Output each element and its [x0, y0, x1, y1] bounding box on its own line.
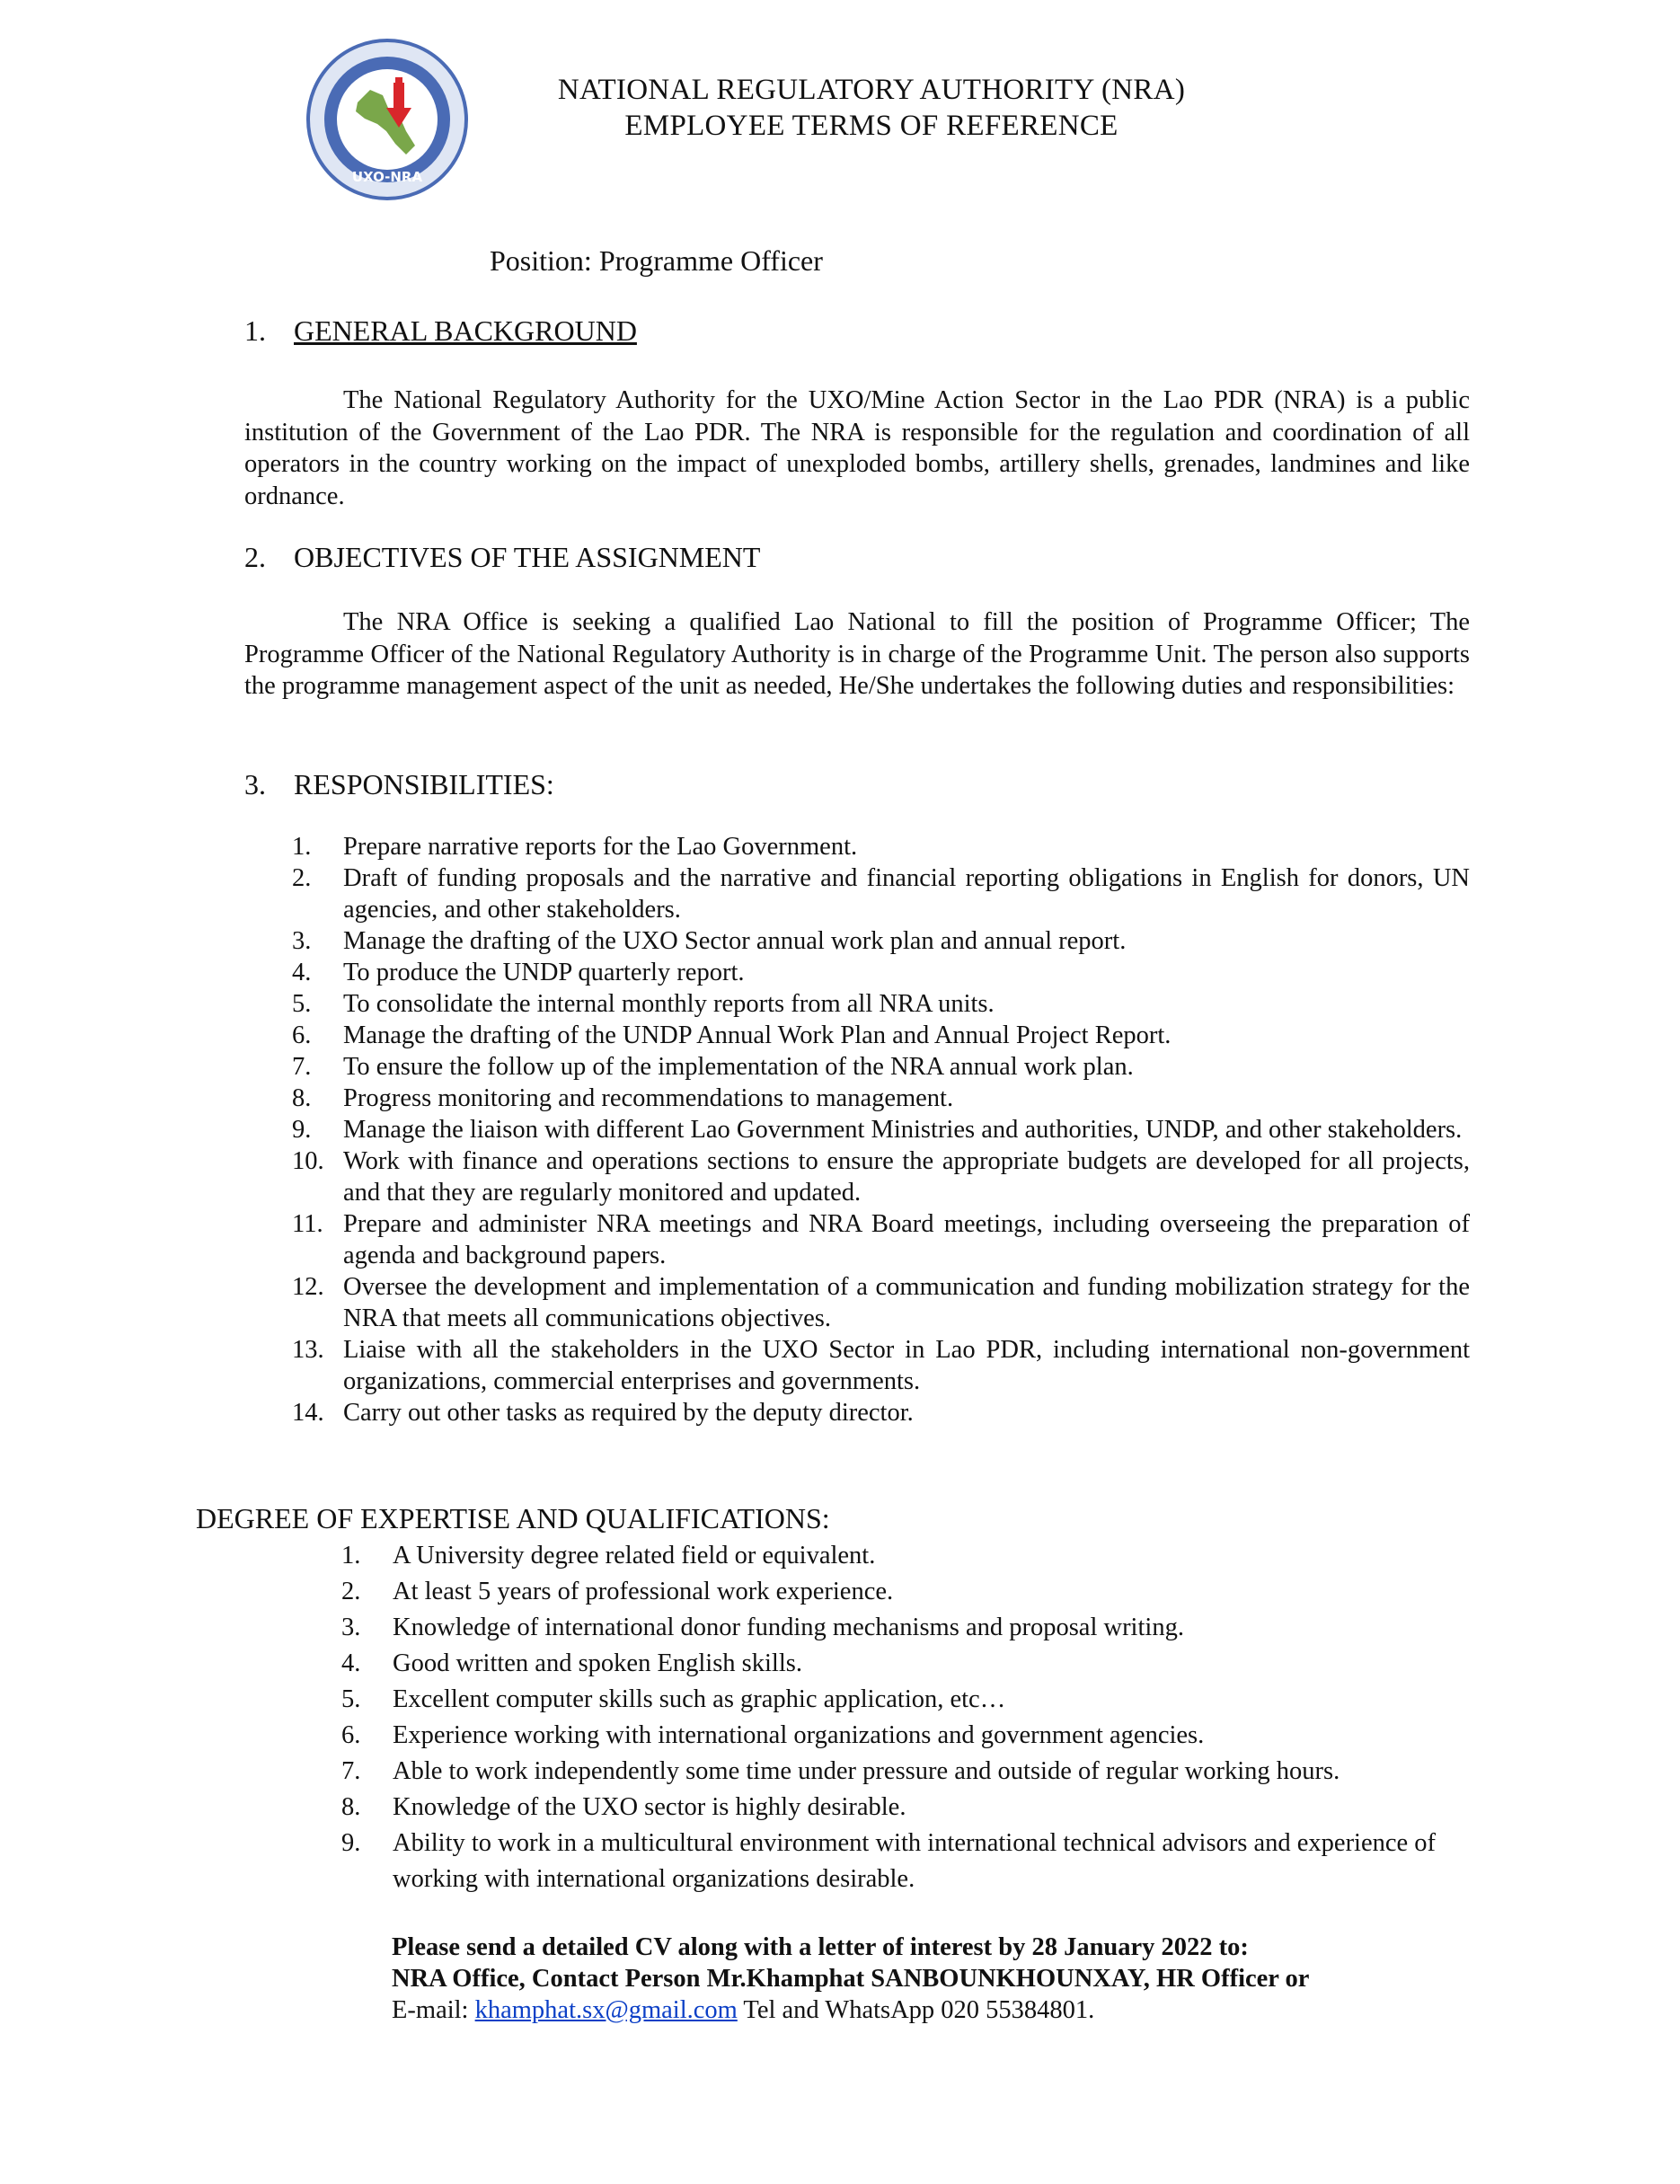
list-item: 4. Good written and spoken English skills.	[341, 1649, 802, 1677]
list-item: 13. Liaise with all the stakeholders in the UXO Sector in Lao PDR, including international non-government organizations, commercial enterprises and governments.	[292, 1336, 1470, 1395]
list-item: 5. Excellent computer skills such as graphic application, etc…	[341, 1685, 1006, 1713]
list-item: 4. To produce the UNDP quarterly report.	[292, 959, 745, 986]
list-item: 3. Manage the drafting of the UXO Sector annual work plan and annual report.	[292, 927, 1127, 955]
document-page: UXO-NRA NATIONAL REGULATORY AUTHORITY (NRA) EMPLOYEE TERMS OF REFERENCE Position: Programme Officer 1. GENERAL BACKGROUND The National Regulatory Authority for the UXO/Mine Action Sector in the Lao PDR (NRA) is a public institution of the Government of the Lao PDR. The NRA is responsible for the regulation and coordination of all operators in the country working on the impact of unexploded bombs, artillery shells, grenades, landmines and like ordnance. 2. OBJECTIVES OF THE ASSIGNMENT The NRA Office is seeking a qualified Lao National to fill the position of Programme Officer; The Programme Officer of the National Regulatory Authority is in charge of the Programme Unit. The person also supports the programme management aspect of the unit as needed, He/She undertakes the following duties and responsibilities: 3. RESPONSIBILITIES: 1. Prepare narrative reports for the Lao Government. 2. Draft of funding proposals and the narrative and financial reporting obligations in English for donors, UN agencies, and other stakeholders. 3. Manage the drafting of the UXO Sector annual work plan and annual report. 4. To produce the UNDP quarterly report. 5. To consolidate the internal monthly reports from all NRA units. 6. Manage the drafting of the UNDP Annual Work Plan and Annual Project Report. 7. To ensure the follow up of the implementation of the NRA annual work plan. 8. Progress monitoring and recommendations to management. 9. Manage the liaison with different Lao Government Ministries and authorities, UNDP, and other stakeholders. 10. Work with finance and operations sections to ensure the appropriate budgets are developed for all projects, and that they are regularly monitored and updated. 11. Prepare and administer NRA meetings and NRA Board meetings, including overseeing the preparation of agenda and background papers. 12. Oversee the development and implementation of a communication and funding mobilization strategy for the NRA that meets all communications objectives. 13. Liaise with all the stakeholders in the UXO Sector in Lao PDR, including international non-government organizations, commercial enterprises and governments. 14. Carry out other tasks as required by the deputy director. DEGREE OF EXPERTISE AND QUALIFICATIONS: 1. A University degree related field or equivalent. 2. At least 5 years of professional work experience. 3. Knowledge of international donor funding mechanisms and proposal writing. 4. Good written and spoken English skills. 5. Excellent computer skills such as graphic application, etc… 6. Experience working with international organizations and government agencies. 7. Able to work independently some time under pressure and outside of regular working hours. 8. Knowledge of the UXO sector is highly desirable. 9. Ability to work in a multicultural environment with international technical advisors and experience of working with international organizations desirable. Please send a detailed CV along with a letter of interest by 28 January 2022 to: NRA Office, Contact Person Mr.Khamphat SANBOUNKHOUNXAY, HR Officer or E-mail: khamphat.sx@gmail.com Tel and WhatsApp 020 55384801.	[0, 0, 1680, 2184]
contact-block	[392, 1932, 1560, 2026]
list-item: 7. To ensure the follow up of the implementation of the NRA annual work plan.	[292, 1053, 1134, 1081]
section-3-title: RESPONSIBILITIES:	[294, 768, 554, 800]
position-title: Position: Programme Officer	[490, 244, 823, 277]
contact-line-2: NRA Office, Contact Person Mr.Khamphat SANBOUNKHOUNXAY, HR Officer or	[392, 1965, 1310, 1993]
section-2-paragraph: The NRA Office is seeking a qualified Lao National to fill the position of Programme Officer; The Programme Officer of the National Regulatory Authority is in charge of the Programme Unit. The person also supports the programme management aspect of the unit as needed, He/She undertakes the following duties and responsibilities:	[244, 608, 1470, 700]
contact-line-3: E-mail: khamphat.sx@gmail.com Tel and WhatsApp 020 55384801.	[392, 1996, 1095, 2024]
list-item: 1. A University degree related field or equivalent.	[341, 1542, 876, 1569]
list-item: 8. Knowledge of the UXO sector is highly desirable.	[341, 1793, 906, 1821]
list-item: 9. Ability to work in a multicultural environment with international technical advisors and experience of working with international organizations desirable.	[341, 1829, 1437, 1893]
list-item: 5. To consolidate the internal monthly reports from all NRA units.	[292, 990, 995, 1018]
list-item: 10. Work with finance and operations sections to ensure the appropriate budgets are developed for all projects, and that they are regularly monitored and updated.	[292, 1147, 1470, 1207]
section-2-title: OBJECTIVES OF THE ASSIGNMENT	[294, 541, 761, 573]
list-item: 6. Manage the drafting of the UNDP Annual Work Plan and Annual Project Report.	[292, 1021, 1172, 1049]
contact-line-1: Please send a detailed CV along with a letter of interest by 28 January 2022 to:	[392, 1933, 1249, 1961]
list-item: 1. Prepare narrative reports for the Lao Government.	[292, 833, 858, 861]
list-item: 14. Carry out other tasks as required by the deputy director.	[292, 1399, 914, 1427]
list-item: 11. Prepare and administer NRA meetings and NRA Board meetings, including overseeing the preparation of agenda and background papers.	[292, 1210, 1470, 1269]
list-item: 9. Manage the liaison with different Lao Government Ministries and authorities, UNDP, and other stakeholders.	[292, 1116, 1463, 1144]
list-item: 2. At least 5 years of professional work experience.	[341, 1578, 894, 1605]
list-item: 3. Knowledge of international donor funding mechanisms and proposal writing.	[341, 1614, 1184, 1641]
list-item: 6. Experience working with international organizations and government agencies.	[341, 1721, 1205, 1749]
responsibilities-list	[292, 831, 1470, 1428]
uxo-nra-seal-icon	[305, 38, 469, 201]
section-1-paragraph: The National Regulatory Authority for the UXO/Mine Action Sector in the Lao PDR (NRA) is a public institution of the Government of the Lao PDR. The NRA is responsible for the regulation and coordination of all operators in the country working on the impact of unexploded bombs, artillery shells, grenades, landmines and like ordnance.	[244, 386, 1470, 510]
header-line-1: NATIONAL REGULATORY AUTHORITY (NRA)	[557, 74, 1186, 106]
list-item: 7. Able to work independently some time under pressure and outside of regular working hours.	[341, 1757, 1340, 1785]
document-header	[476, 72, 1267, 144]
section-1-title: GENERAL BACKGROUND	[294, 314, 637, 347]
qualifications-title: DEGREE OF EXPERTISE AND QUALIFICATIONS:	[196, 1502, 830, 1534]
logo-ring-text: UXO-NRA	[351, 169, 423, 185]
qualifications-list	[341, 1538, 1473, 1897]
email-link[interactable]: khamphat.sx@gmail.com	[474, 1996, 738, 2024]
list-item: 8. Progress monitoring and recommendations to management.	[292, 1084, 954, 1112]
header-line-2: EMPLOYEE TERMS OF REFERENCE	[624, 110, 1119, 142]
list-item: 12. Oversee the development and implementation of a communication and funding mobilization strategy for the NRA that meets all communications objectives.	[292, 1273, 1470, 1332]
list-item: 2. Draft of funding proposals and the narrative and financial reporting obligations in English for donors, UN agencies, and other stakeholders.	[292, 864, 1470, 924]
